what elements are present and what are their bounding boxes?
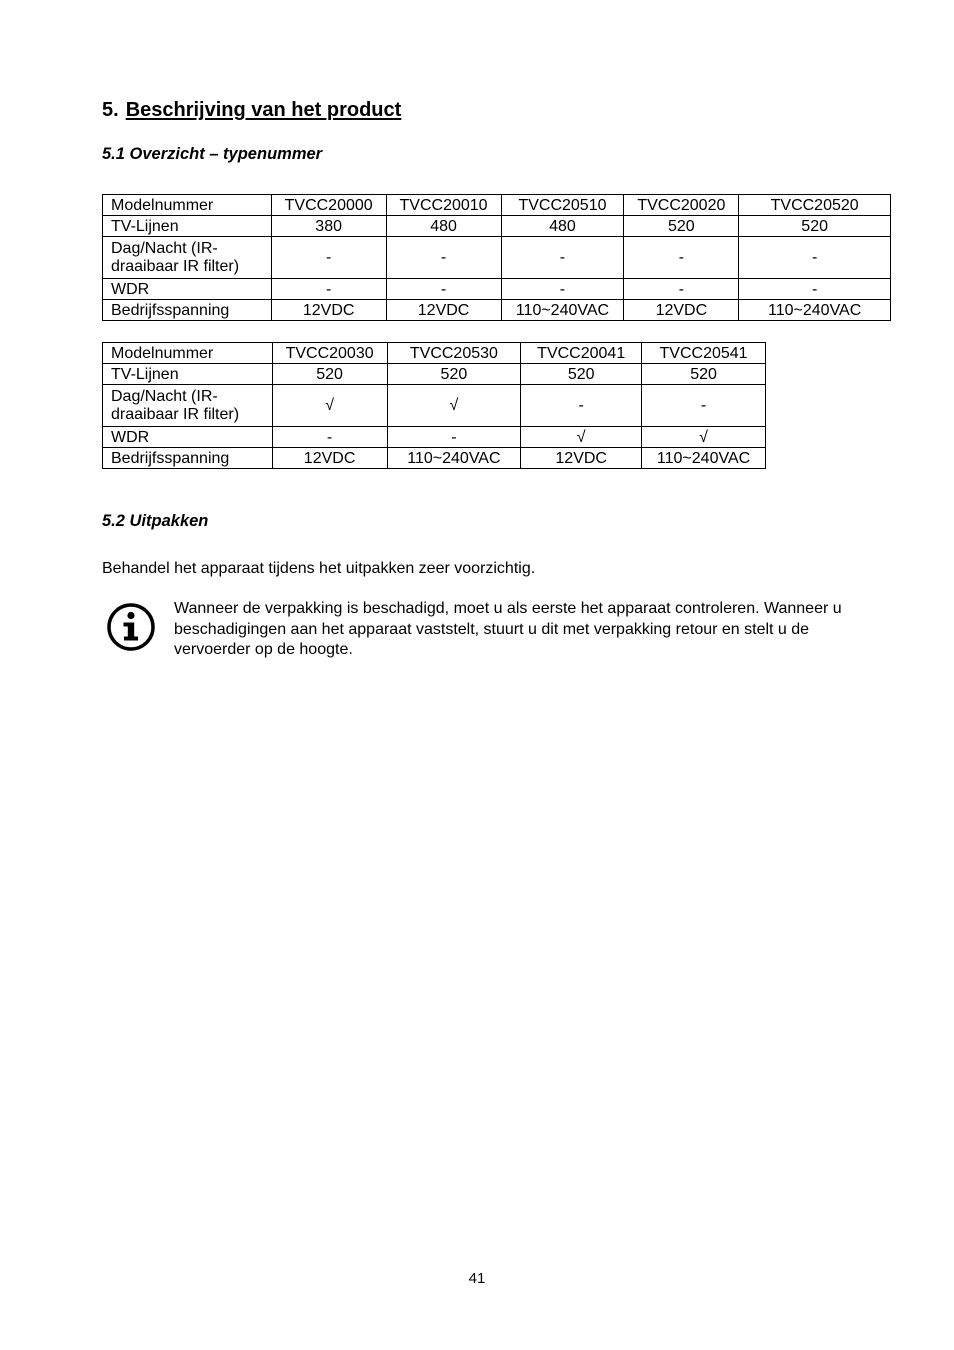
- table-cell: TVCC20030: [272, 343, 387, 364]
- table-cell: TVCC20510: [501, 195, 624, 216]
- table-cell: √: [387, 385, 521, 427]
- page-number: 41: [468, 1270, 486, 1287]
- section-number: 5.: [102, 99, 119, 121]
- table-cell: 12VDC: [521, 448, 642, 469]
- table-cell: 110~240VAC: [387, 448, 521, 469]
- table-cell: TVCC20541: [642, 343, 766, 364]
- table-cell: 12VDC: [624, 300, 739, 321]
- table-cell: -: [624, 237, 739, 279]
- table-cell: 520: [739, 216, 891, 237]
- subsection-title-overview: 5.1 Overzicht – typenummer: [102, 145, 323, 163]
- table-cell: -: [386, 237, 501, 279]
- row-label: WDR: [103, 279, 272, 300]
- row-label: WDR: [103, 427, 273, 448]
- unpacking-intro: Behandel het apparaat tijdens het uitpakken zeer voorzichtig.: [102, 560, 536, 577]
- row-label: TV-Lijnen: [103, 216, 272, 237]
- table-cell: -: [739, 279, 891, 300]
- model-table-2: [102, 342, 766, 469]
- section-title: Beschrijving van het product: [125, 99, 402, 121]
- damage-note: Wanneer de verpakking is beschadigd, moet u als eerste het apparaat controleren. Wanneer u beschadigingen aan het apparaat vaststelt, stuurt u dit met verpakking retour en stelt u de vervoerder op de hoogte.: [174, 600, 842, 658]
- table-cell: 110~240VAC: [501, 300, 624, 321]
- table-row: [103, 195, 891, 216]
- table-cell: 12VDC: [271, 300, 386, 321]
- table-row: [103, 385, 766, 427]
- table-cell: 520: [272, 364, 387, 385]
- table-cell: √: [521, 427, 642, 448]
- table-cell: TVCC20530: [387, 343, 521, 364]
- table-cell: TVCC20000: [271, 195, 386, 216]
- row-label: Dag/Nacht (IR-draaibaar IR filter): [103, 385, 273, 427]
- table-cell: 380: [271, 216, 386, 237]
- table-cell: -: [739, 237, 891, 279]
- table-cell: 480: [501, 216, 624, 237]
- table-cell: -: [386, 279, 501, 300]
- table-cell: 480: [386, 216, 501, 237]
- table-cell: TVCC20020: [624, 195, 739, 216]
- table-cell: -: [642, 385, 766, 427]
- row-label: Dag/Nacht (IR-draaibaar IR filter): [103, 237, 272, 279]
- table-cell: 520: [387, 364, 521, 385]
- table-cell: -: [272, 427, 387, 448]
- table-cell: 520: [521, 364, 642, 385]
- table-row: [103, 343, 766, 364]
- table-row: [103, 279, 891, 300]
- row-label: Bedrijfsspanning: [103, 300, 272, 321]
- row-label: Bedrijfsspanning: [103, 448, 273, 469]
- table-row: [103, 300, 891, 321]
- table-cell: -: [624, 279, 739, 300]
- table-cell: √: [272, 385, 387, 427]
- row-label: Modelnummer: [103, 195, 272, 216]
- subsection-title-unpacking: 5.2 Uitpakken: [102, 512, 209, 530]
- model-table-1: [102, 194, 891, 321]
- table-cell: -: [271, 279, 386, 300]
- table-cell: TVCC20520: [739, 195, 891, 216]
- row-label: Modelnummer: [103, 343, 273, 364]
- table-cell: TVCC20010: [386, 195, 501, 216]
- table-row: [103, 237, 891, 279]
- table-row: [103, 216, 891, 237]
- model-table-1-body: [103, 195, 891, 321]
- table-cell: 12VDC: [386, 300, 501, 321]
- table-cell: 110~240VAC: [642, 448, 766, 469]
- table-cell: 520: [642, 364, 766, 385]
- table-cell: -: [387, 427, 521, 448]
- table-cell: -: [501, 237, 624, 279]
- section-heading: [102, 99, 401, 122]
- table-cell: √: [642, 427, 766, 448]
- table-cell: -: [271, 237, 386, 279]
- table-cell: 12VDC: [272, 448, 387, 469]
- model-table-2-body: [103, 343, 766, 469]
- table-cell: TVCC20041: [521, 343, 642, 364]
- table-cell: 520: [624, 216, 739, 237]
- table-row: [103, 364, 766, 385]
- table-cell: -: [521, 385, 642, 427]
- table-cell: 110~240VAC: [739, 300, 891, 321]
- table-row: [103, 448, 766, 469]
- table-cell: -: [501, 279, 624, 300]
- info-icon: [106, 602, 156, 652]
- row-label: TV-Lijnen: [103, 364, 273, 385]
- table-row: [103, 427, 766, 448]
